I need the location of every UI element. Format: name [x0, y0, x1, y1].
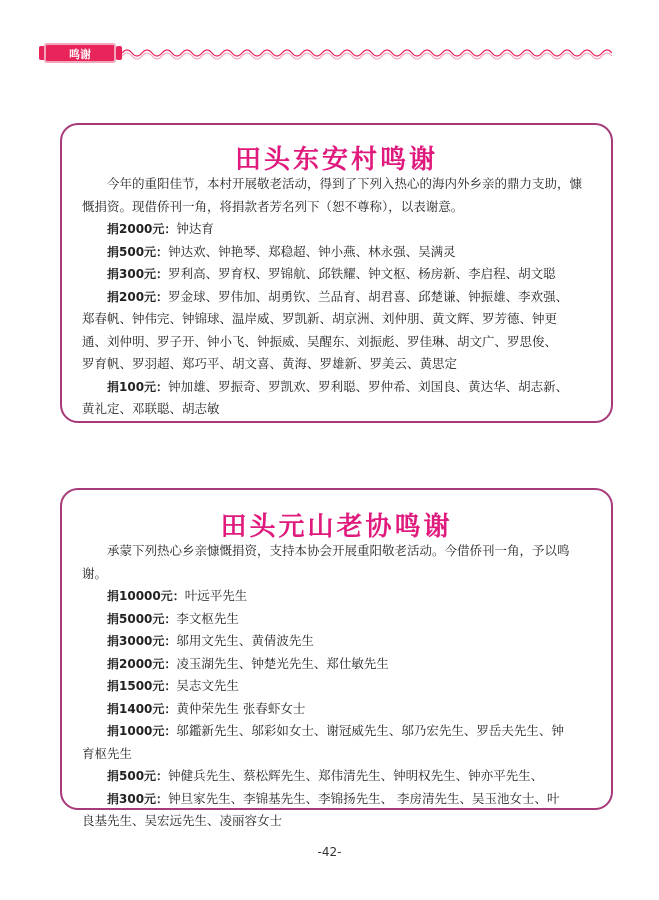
amount-label: 捐1000元： — [107, 724, 177, 738]
donor-names-cont: 郑春帆、钟伟完、钟锦球、温岸威、罗凯新、胡京洲、刘仲朋、黄文辉、罗芳德、钟更 — [82, 311, 558, 326]
donation-row — [82, 263, 591, 286]
donor-names: 叶远平先生 — [184, 588, 248, 603]
donor-names: 罗金球、罗伟加、胡勇钦、兰品育、胡君喜、邱楚谦、钟振雄、李欢强、 — [168, 288, 569, 304]
donation-row — [82, 376, 591, 399]
card-title: 田头元山老协鸣谢 — [220, 512, 453, 542]
donation-row — [82, 608, 591, 631]
donation-row — [82, 585, 591, 608]
donation-card-dongan — [60, 123, 613, 423]
amount-label: 捐500元： — [107, 244, 169, 259]
donor-names: 钟达育 — [176, 221, 214, 236]
donation-row — [82, 788, 591, 811]
donation-row — [82, 698, 591, 721]
donor-names: 钟健兵先生、蔡松辉先生、郑伟清先生、钟明权先生、钟亦平先生、 — [168, 768, 544, 783]
donor-names: 吴志文先生 — [176, 678, 239, 693]
amount-label: 捐2000元： — [107, 222, 177, 236]
amount-label: 捐3000元： — [107, 634, 177, 648]
amount-label: 捐10000元： — [107, 589, 185, 603]
amount-label: 捐1500元： — [107, 679, 177, 693]
donor-names-cont: 黄礼定、邓联聪、胡志敏 — [82, 401, 220, 416]
donor-names: 凌玉湖先生、钟楚光先生、郑仕敏先生 — [176, 655, 389, 671]
header-wave-decoration — [122, 44, 612, 62]
intro-text: 承蒙下列热心乡亲慷慨捐资，支持本协会开展重阳敬老活动。今借侨刊一角，予以鸣谢。 — [82, 543, 570, 581]
amount-label: 捐5000元： — [107, 611, 177, 626]
donation-row — [82, 218, 591, 241]
donor-names: 钟达欢、钟艳琴、郑稳超、钟小燕、林永强、吴满灵 — [168, 243, 456, 259]
amount-label: 捐1400元： — [107, 701, 177, 716]
amount-label: 捐200元： — [107, 289, 169, 304]
donor-names: 黄仲荣先生 张春虾女士 — [176, 700, 306, 716]
card-body — [62, 540, 611, 833]
donor-names: 罗利高、罗育权、罗锦航、邱铁耀、钟文枢、杨房新、李启程、胡文聪 — [168, 266, 556, 281]
donor-names: 李文枢先生 — [176, 610, 239, 626]
donor-names-cont: 育枢先生 — [82, 745, 133, 761]
donor-names: 钟旦家先生、李锦基先生、李锦扬先生、 李房清先生、吴玉池女士、叶 — [168, 790, 560, 806]
page-number: -42- — [317, 845, 342, 859]
donor-names-cont: 通、刘仲明、罗子开、钟小飞、钟振威、吴醒东、刘振彪、罗佳琳、胡文广、罗思俊、 — [82, 333, 558, 349]
amount-label: 捐300元： — [107, 791, 169, 806]
amount-label: 捐300元： — [107, 267, 169, 281]
donor-names: 邬鑑新先生、邬彩如女士、谢冠威先生、邬乃宏先生、罗岳夫先生、钟 — [176, 723, 564, 738]
donation-row — [82, 675, 591, 698]
donation-row — [82, 653, 591, 676]
donation-row — [82, 241, 591, 264]
donation-card-yuanshan — [60, 488, 613, 828]
card-title: 田头东安村鸣谢 — [234, 145, 438, 175]
donation-row — [82, 765, 591, 788]
donor-names: 钟加雄、罗振奇、罗凯欢、罗利聪、罗仲希、刘国良、黄达华、胡志新、 — [168, 378, 569, 394]
donor-names-cont: 良基先生、吴宏远先生、凌丽容女士 — [82, 813, 283, 828]
donation-row — [82, 286, 591, 309]
intro-text: 今年的重阳佳节，本村开展敬老活动，得到了下列入热心的海内外乡亲的鼎力支助，慷慨捐资。现借侨刊一角，将捐款者芳名列下（恕不尊称），以表谢意。 — [82, 176, 583, 214]
donor-names-cont: 罗育帆、罗羽超、郑巧平、胡文喜、黄海、罗雄新、罗美云、黄思定 — [82, 356, 458, 371]
amount-label: 捐2000元： — [107, 656, 177, 671]
amount-label: 捐100元： — [107, 379, 169, 394]
donation-row — [82, 630, 591, 653]
amount-label: 捐500元： — [107, 769, 169, 783]
card-body — [62, 173, 611, 421]
donor-names: 邬用文先生、黄倩波先生 — [176, 633, 314, 648]
section-tag: 鸣谢 — [44, 43, 116, 63]
donation-row — [82, 720, 591, 743]
